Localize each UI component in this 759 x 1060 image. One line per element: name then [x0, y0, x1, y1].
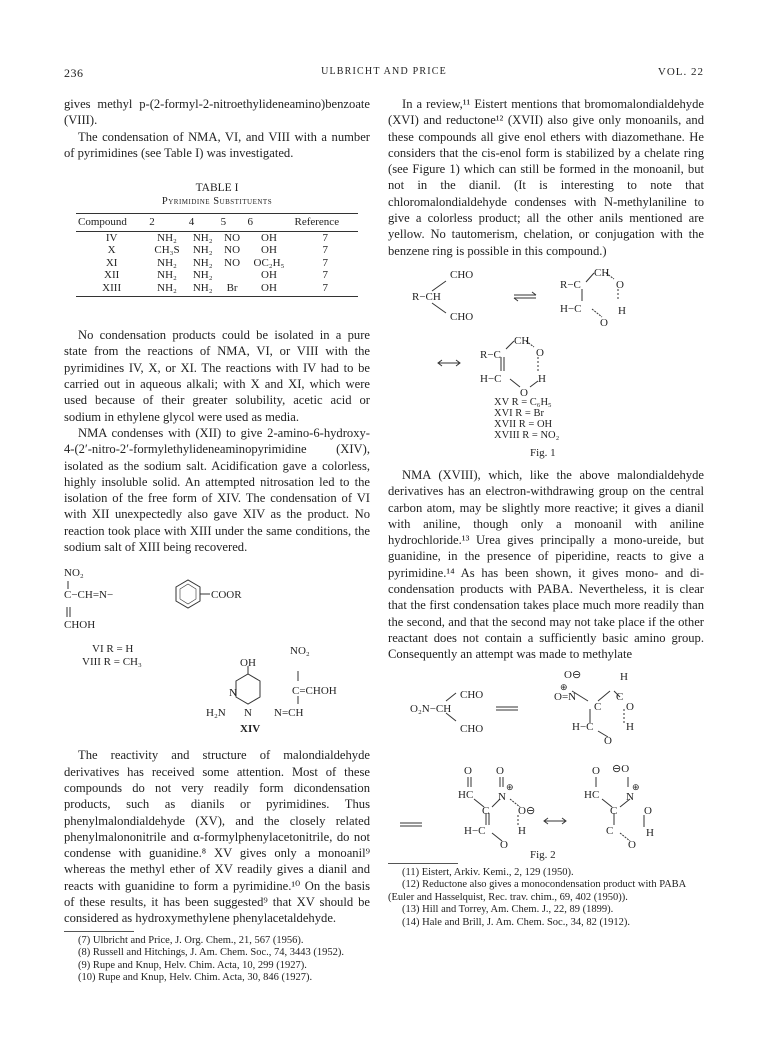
structure-vi-viii: NO₂ C−CH=N− COOR CHOH: [64, 565, 370, 641]
footnote: (12) Reductone also gives a monocondensation product with PABA (Euler and Hasselquist, Rec. trav. chim., 69, 402 (1950)).: [388, 879, 686, 903]
table-header: 6: [245, 214, 292, 232]
footnote-divider: [388, 863, 458, 864]
paragraph: The reactivity and structure of malondialdehyde derivatives has received some attention. Most of these compounds do not very readily form dicondensation products, such as dianils or pyrimidines. Thus phenylmalondialdehyde (XV), and the closely related phenylmalononitrile and α-formylphenylacetonitrile, do not condense with guanidine.⁸ XV gives only a monoanil⁹ whereas the methyl ether of XV readily gives a dianil and reacts with guanidine to form a pyrimidine.¹⁰ On the basis of these results, it has been suggested⁹ that XV should be considered as hydroxymethylene phenylacetaldehyde.: [64, 748, 370, 926]
figure-2-caption: Fig. 2: [530, 848, 556, 861]
paragraph: No condensation products could be isolated in a pure state from the reactions of NMA, VI, or VIII with the pyrimidines IV, X, or XI. The reactions with IV had to be carried out in aqueous alkali; with X and XI, which were used because of their greater solubility, acetic acid or sodium in ethylene glycol were used as media.: [64, 328, 370, 424]
table-row: XII NH₂ NH₂ OH 7: [104, 269, 328, 282]
paragraph: In a review,¹¹ Eistert mentions that bromomalondialdehyde (XVI) and reductone¹² (XVII) also give only monoanils, and these compounds all give enol ethers with diazomethane. He considers that the cis-enol form is stabilized by a chelate ring (see Figure 1) which can still be formed in the monoanil, but not in the dianil. (It is interesting to note that chloromalondialdehyde condenses with N-methylaniline to give a colorless product; all the other anils mentioned are yellow. No tautomerism, chelation, or conjugation with the benzene ring is possible in this compound.): [388, 97, 704, 258]
running-head: ULBRICHT AND PRICE: [321, 66, 447, 77]
footnote: (11) Eistert, Arkiv. Kemi., 2, 129 (1950).: [402, 866, 574, 878]
page-header: [64, 66, 704, 82]
figure-2: O⊖ H ⊕ O=N CHO O₂N−CH CHO C C O H−C H O O O HC ⊕ N C O⊖ H−C H O ⊖O O HC ⊕ N C O C H O Fig. 2: [388, 667, 704, 859]
table-row: IV NH₂ NH₂ NO OH 7: [105, 231, 328, 244]
structure-xiv: OH NO₂ N C=CHOH H₂N N N=CH XIV: [64, 641, 370, 741]
table-header: 2: [147, 214, 186, 232]
left-column: [64, 96, 370, 985]
table-row: XIII NH₂ NH₂ Br OH 7: [76, 282, 358, 297]
table-row: X CH₃S NH₂ NO OH 7: [107, 244, 328, 257]
footnote-divider: [64, 931, 134, 932]
table-row: XI NH₂ NH₂ NO OC₂H₅ 7: [105, 256, 328, 269]
page-number: 236: [64, 66, 84, 80]
figure-1-legend: XV R = C₆H₅ XVI R = Br XVII R = OH XVIII R = NO₂: [494, 396, 560, 441]
footnote: (9) Rupe and Knup, Helv. Chim. Acta, 10, 299 (1927).: [78, 959, 307, 971]
table-header: Reference: [293, 214, 359, 232]
table-header: 5: [219, 214, 246, 232]
structure-legend-vi-viii: VI R = H VIII R = CH₃: [82, 643, 142, 669]
volume-label: VOL. 22: [657, 66, 704, 78]
footnote: (7) Ulbricht and Price, J. Org. Chem., 21, 567 (1956).: [78, 934, 304, 946]
footnotes: [388, 867, 704, 930]
footnote: (14) Hale and Brill, J. Am. Chem. Soc., 34, 82 (1912).: [402, 916, 631, 928]
figure-1-caption: Fig. 1: [530, 446, 556, 459]
footnote: (8) Russell and Hitchings, J. Am. Chem. Soc., 74, 3443 (1952).: [78, 947, 344, 959]
table-subtitle: Pyrimidine Substituents: [161, 196, 273, 208]
table-header: 4: [187, 214, 219, 232]
footnotes: [64, 935, 370, 985]
figure-2-drawing: [388, 667, 704, 859]
paragraph: NMA (XVIII), which, like the above malondialdehyde derivatives has an electron-withdrawing group on the central carbon atom, may be slightly more reactive; it gives a dianil with aniline, though only a monoanil with aniline hydrochloride.¹³ Urea gives principally a mono-ureide, but guanidine, in the presence of piperidine, reacts to give a pyrimidine.¹⁴ As has been shown, it gives mono- and di-condensation products with PABA. Nevertheless, it is clear that the first condensation takes place much more readily than the second, and that the second may not take place if the other reactant does not contain a sufficiently basic amino group. Consequently an attempt was made to methylate: [388, 467, 704, 662]
figure-1: CHO R−CH CHO R−C CH O H−C O H R−C CH O H−C H O XV R = C₆H₅ XVI R = Br XVII R = OH XVIII R = NO₂ Fig. 1: [388, 265, 704, 465]
table-title: TABLE I: [195, 182, 239, 195]
pyrimidine-table: [76, 213, 358, 297]
right-column: [388, 96, 704, 929]
paragraph: The condensation of NMA, VI, and VIII with a number of pyrimidines (see Table I) was investigated.: [64, 129, 370, 160]
footnote: (13) Hill and Torrey, Am. Chem. J., 22, 89 (1899).: [402, 904, 614, 916]
paragraph: NMA condenses with (XII) to give 2-amino-6-hydroxy-4-(2′-nitro-2′-formylethylideneaminopyrimidine (XIV), isolated as the sodium salt. Acidification gave a colorless, highly insoluble solid. An attempted nitrosation led to the isolation of the free form of XIV. The condensation of VI with XII unexpectedly also gave XIV as the product. No reaction took place with XIII under the same conditions, the sodium salt of XIII being recovered.: [64, 425, 370, 555]
paragraph: gives methyl p-(2-formyl-2-nitroethylideneamino)benzoate (VIII).: [64, 97, 370, 128]
table-header: Compound: [76, 214, 147, 232]
footnote: (10) Rupe and Knup, Helv. Chim. Acta, 30, 846 (1927).: [78, 972, 313, 984]
